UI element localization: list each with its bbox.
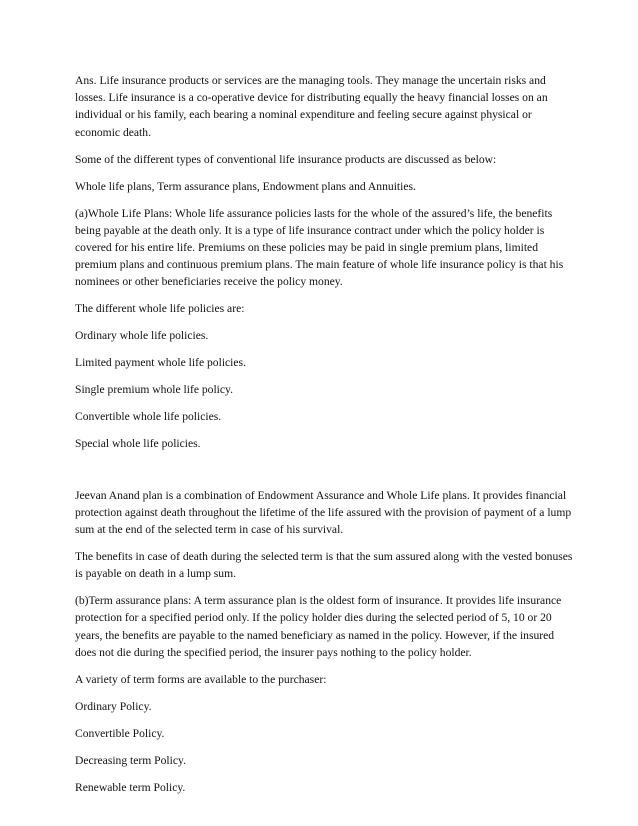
- paragraph-whole-life-plans: (a)Whole Life Plans: Whole life assurance policies lasts for the whole of the assured’s life, the benefits being payable at the death only. It is a type of life insurance contract under which the policy holder is covered for his entire life. Premiums on these policies may be paid in single premium plans, limited premium plans and continuous premium plans. The main feature of whole life insurance policy is that his nominees or other beneficiaries receive the policy money.: [75, 206, 564, 289]
- list-item: Convertible Policy.: [75, 726, 165, 740]
- list-item: Ordinary Policy.: [75, 699, 152, 713]
- paragraph-types-intro: Some of the different types of conventional life insurance products are discussed as below:: [75, 152, 497, 166]
- paragraph-jeevan-anand: Jeevan Anand plan is a combination of Endowment Assurance and Whole Life plans. It provides financial protection against death throughout the lifetime of the life assured with the provision of payment of a lump sum at the end of the selected term in case of his survival.: [75, 488, 572, 537]
- paragraph-death-benefits: The benefits in case of death during the selected term is that the sum assured along with the vested bonuses is payable on death in a lump sum.: [75, 550, 573, 581]
- list-item: Limited payment whole life policies.: [75, 356, 246, 370]
- paragraph-term-forms-heading: A variety of term forms are available to the purchaser:: [75, 672, 327, 686]
- paragraph-plan-list: Whole life plans, Term assurance plans, Endowment plans and Annuities.: [75, 179, 416, 193]
- document-body: [75, 72, 573, 806]
- list-item: Renewable term Policy.: [75, 780, 186, 794]
- list-item: Ordinary whole life policies.: [75, 329, 209, 343]
- list-item: Decreasing term Policy.: [75, 753, 186, 767]
- paragraph-whole-life-policies-heading: The different whole life policies are:: [75, 302, 245, 316]
- list-item: Special whole life policies.: [75, 437, 201, 451]
- list-item: Convertible whole life policies.: [75, 410, 222, 424]
- list-item: Single premium whole life policy.: [75, 383, 233, 397]
- paragraph-answer-intro: Ans. Life insurance products or services are the managing tools. They manage the uncertain risks and losses. Life insurance is a co-operative device for distributing equally the heavy financial losses on an individual or his family, each bearing a nominal expenditure and feeling secure against physical or economic death.: [75, 74, 548, 139]
- paragraph-term-assurance: (b)Term assurance plans: A term assurance plan is the oldest form of insurance. It provides life insurance protection for a specified period only. If the policy holder dies during the selected period of 5, 10 or 20 years, the benefits are payable to the named beneficiary as named in the policy. However, if the insured does not die during the specified period, the insurer pays nothing to the policy holder.: [75, 594, 562, 659]
